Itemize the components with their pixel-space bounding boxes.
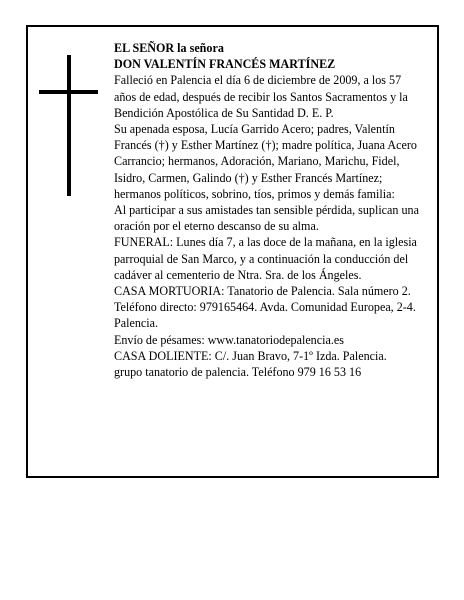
condolences-line: Envío de pésames: www.tanatoriodepalencia.es: [114, 332, 344, 347]
obituary-notice: [26, 25, 439, 478]
funeral-paragraph: FUNERAL: Lunes día 7, a las doce de la mañana, en la iglesia parroquial de San Marco, y a continuación la conducción del cadáver al cementerio de Ntra. Sra. de los Ángeles.: [114, 235, 417, 282]
cross-icon-bar: [39, 90, 98, 94]
home-paragraph: CASA DOLIENTE: C/. Juan Bravo, 7-1º Izda. Palencia.: [114, 348, 387, 363]
obituary-text: [114, 40, 426, 380]
family-paragraph: Su apenada esposa, Lucía Garrido Acero; padres, Valentín Francés (†) y Esther Martínez (†); madre política, Juana Acero Carrancio; hermanos, Adoración, Mariano, Marichu, Fidel, Isidro, Carmen, Galindo (†) y Esther Francés Martínez; hermanos políticos, sobrino, tíos, primos y demás familia:: [114, 122, 417, 201]
heading-title: EL SEÑOR la señora: [114, 41, 224, 55]
request-paragraph: Al participar a sus amistades tan sensible pérdida, suplican una oración por el eterno descanso de su alma.: [114, 203, 419, 234]
death-paragraph: Falleció en Palencia el día 6 de diciembre de 2009, a los 57 años de edad, después de recibir los Santos Sacramentos y la Bendición Apostólica de Su Santidad D. E. P.: [114, 73, 408, 120]
mortuary-paragraph: CASA MORTUORIA: Tanatorio de Palencia. Sala número 2. Teléfono directo: 979165464. Avda. Comunidad Europea, 2-4. Palencia.: [114, 284, 416, 331]
deceased-name: DON VALENTÍN FRANCÉS MARTÍNEZ: [114, 57, 336, 72]
footer-line: grupo tanatorio de palencia. Teléfono 979 16 53 16: [114, 365, 362, 380]
cross-icon: [67, 55, 71, 196]
